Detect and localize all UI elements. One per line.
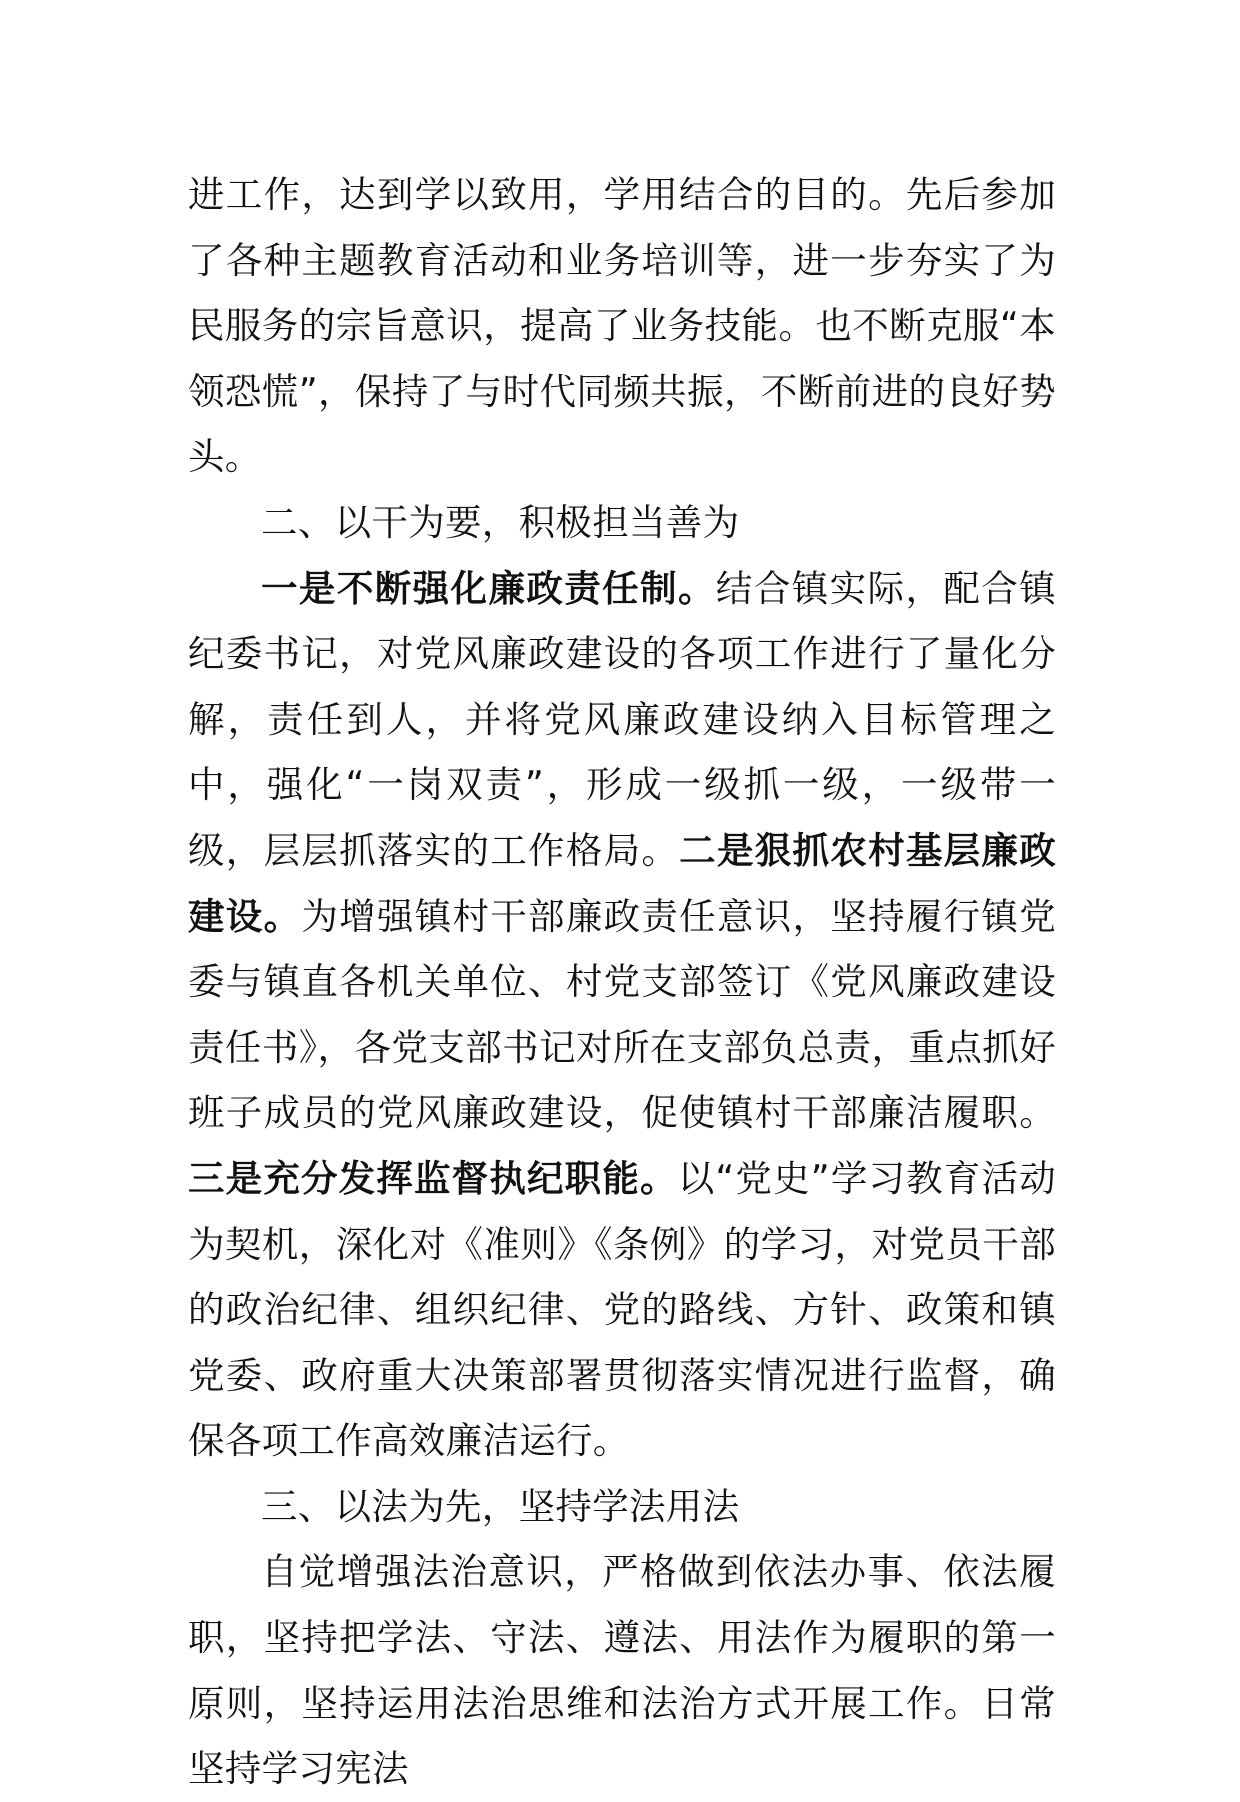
point-two-title: 二是狠抓农村基层廉政建设。 [188, 828, 1057, 938]
section-heading-three: 三、以法为先，坚持学法用法 [261, 1484, 740, 1528]
point-three-title: 三是充分发挥监督执纪职能。 [188, 1156, 678, 1200]
point-one-text: 结合镇实际，配合镇纪委书记，对党风廉政建设的各项工作进行了量化分解，责任到人，并将党风廉政建设纳入目标管理之中，强化“一岗双责”，形成一级抓一级，一级带一级，层层抓落实的工作格局。 [188, 566, 1056, 872]
point-two-text: 为增强镇村干部廉政责任意识，坚持履行镇党委与镇直各机关单位、村党支部签订《党风廉政建设责任书》，各党支部书记对所在支部负总责，重点抓好班子成员的党风廉政建设，促使镇村干部廉洁履职。 [188, 894, 1057, 1135]
point-three-text: 以“党史”学习教育活动为契机，深化对《准则》《条例》的学习，对党员干部的政治纪律、组织纪律、党的路线、方针、政策和镇党委、政府重大决策部署贯彻落实情况进行监督，确保各项工作高效廉洁运行。 [188, 1156, 1056, 1463]
section-heading-two: 二、以干为要，积极担当善为 [261, 500, 740, 544]
paragraph-section-three: 自觉增强法治意识，严格做到依法办事、依法履职，坚持把学法、守法、遵法、用法作为履职的第一原则，坚持运用法治思维和法治方式开展工作。日常坚持学习宪法 [188, 1550, 1056, 1791]
paragraph-continuation: 进工作，达到学以致用，学用结合的目的。先后参加了各种主题教育活动和业务培训等，进一步夯实了为民服务的宗旨意识，提高了业务技能。也不断克服“本领恐慌”，保持了与时代同频共振，不断前进的良好势头。 [188, 173, 1056, 479]
point-one-title: 一是不断强化廉政责任制。 [261, 566, 716, 610]
paragraph-section-two [188, 556, 1056, 1474]
document-page [188, 162, 1056, 1802]
